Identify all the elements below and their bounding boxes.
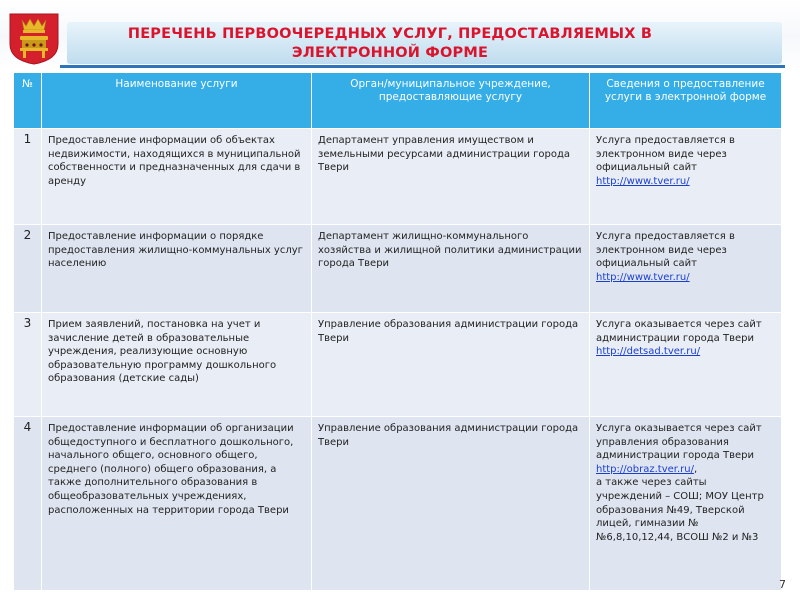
table-header-row (14, 73, 782, 129)
service-info-extra: а также через сайты учреждений – СОШ; МОУ Центр образования №49, Тверской лицей, гимназии № №6,8,10,12,44, ВСОШ №2 и №3 (596, 477, 764, 543)
service-link[interactable]: http://www.tver.ru/ (596, 175, 690, 187)
service-info (590, 129, 782, 225)
header-electronic-info: Сведения о предоставление услуги в электронной форме (590, 73, 782, 129)
service-info (590, 417, 782, 591)
row-number: 1 (14, 129, 42, 225)
header-service-name: Наименование услуги (42, 73, 312, 129)
service-info-text: Услуга оказывается через сайт управления образования администрации города Твери (596, 423, 762, 462)
header-organization: Орган/муниципальное учреждение, предоставляющие услугу (312, 73, 590, 129)
services-table (13, 72, 782, 591)
service-info (590, 313, 782, 417)
service-organization: Департамент управления имуществом и земельными ресурсами администрации города Твери (312, 129, 590, 225)
service-name: Предоставление информации об объектах недвижимости, находящихся в муниципальной собственности и предназначенных для сдачи в аренду (42, 129, 312, 225)
page-number: 7 (779, 578, 786, 591)
page-title-line-1: ПЕРЕЧЕНЬ ПЕРВООЧЕРЕДНЫХ УСЛУГ, ПРЕДОСТАВЛЯЕМЫХ В (127, 26, 653, 42)
table-row (14, 225, 782, 313)
header-number: № (14, 73, 42, 129)
service-name: Прием заявлений, постановка на учет и зачисление детей в образовательные учреждения, реализующие основную образовательную программу дошкольного образования (детские сады) (42, 313, 312, 417)
row-number: 2 (14, 225, 42, 313)
table-row (14, 313, 782, 417)
service-info-text: Услуга предоставляется в электронном виде через официальный сайт (596, 231, 735, 270)
service-link[interactable]: http://www.tver.ru/ (596, 271, 690, 283)
row-number: 3 (14, 313, 42, 417)
service-link[interactable]: http://obraz.tver.ru/ (596, 463, 694, 475)
service-name: Предоставление информации об организации общедоступного и бесплатного дошкольного, начального общего, основного общего, среднего (полного) общего образования, а также дополнительного образования в общеобразовательных учреждениях, расположенных на территории города Твери (42, 417, 312, 591)
service-link-suffix: , (693, 463, 698, 475)
service-organization: Управление образования администрации города Твери (312, 417, 590, 591)
service-info-text: Услуга оказывается через сайт администрации города Твери (596, 319, 762, 344)
table-row (14, 417, 782, 591)
page-title-line-2: ЭЛЕКТРОННОЙ ФОРМЕ (291, 45, 489, 61)
service-organization: Департамент жилищно-коммунального хозяйства и жилищной политики администрации города Твери (312, 225, 590, 313)
title-divider (60, 65, 785, 68)
row-number: 4 (14, 417, 42, 591)
service-organization: Управление образования администрации города Твери (312, 313, 590, 417)
service-info-text: Услуга предоставляется в электронном виде через официальный сайт (596, 135, 735, 174)
table-row (14, 129, 782, 225)
service-info (590, 225, 782, 313)
service-name: Предоставление информации о порядке предоставления жилищно-коммунальных услуг населению (42, 225, 312, 313)
coat-of-arms-icon (6, 10, 62, 66)
service-link[interactable]: http://detsad.tver.ru/ (596, 346, 701, 358)
